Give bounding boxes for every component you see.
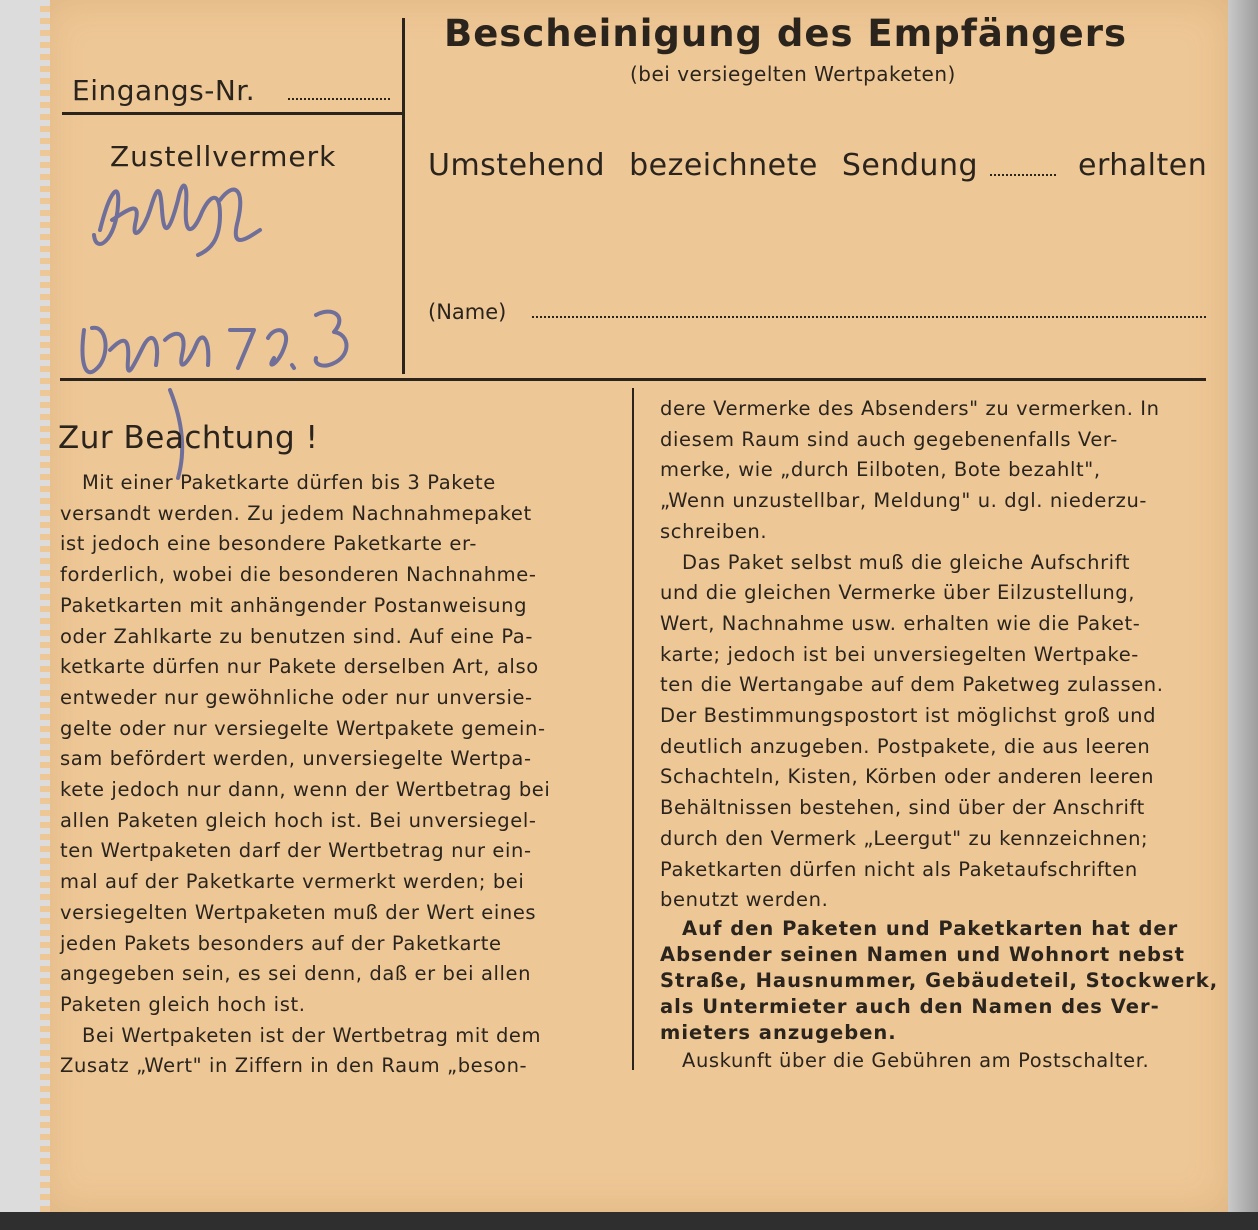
sendung-field bbox=[990, 174, 1056, 176]
notice-bold-line: Straße, Hausnummer, Gebäudeteil, Stockwerk, bbox=[660, 968, 1219, 992]
notice-line: Der Bestimmungspostort ist möglichst groß und bbox=[660, 704, 1157, 728]
scan-edge-bottom bbox=[0, 1212, 1258, 1230]
receipt-statement-start: Umstehend bezeichnete Sendung bbox=[428, 148, 978, 183]
notice-line: merke, wie „durch Eilboten, Bote bezahlt", bbox=[660, 458, 1101, 482]
notice-line: gelte oder nur versiegelte Wertpakete gemein- bbox=[60, 716, 546, 740]
notice-line: Paketkarten mit anhängender Postanweisung bbox=[60, 593, 528, 617]
notice-line: ten Wertpaketen darf der Wertbetrag nur ein- bbox=[60, 839, 532, 863]
name-label: (Name) bbox=[428, 300, 507, 324]
notice-line: ten die Wertangabe auf dem Paketweg zulassen. bbox=[660, 673, 1164, 697]
scan-edge-right bbox=[1228, 0, 1258, 1230]
zustell-label: Zustellvermerk bbox=[110, 140, 337, 173]
recipient-certificate-subtitle: (bei versiegelten Wertpaketen) bbox=[630, 62, 956, 86]
notice-line: Behältnissen bestehen, sind über der Anschrift bbox=[660, 796, 1145, 820]
notice-line: versandt werden. Zu jedem Nachnahmepaket bbox=[60, 501, 532, 525]
notice-footer-line: Auskunft über die Gebühren am Postschalter. bbox=[682, 1048, 1150, 1072]
notice-line: angegeben sein, es sei denn, daß er bei allen bbox=[60, 962, 532, 986]
notice-line: forderlich, wobei die besonderen Nachnahme- bbox=[60, 563, 537, 587]
notice-line: ketkarte dürfen nur Pakete derselben Art, also bbox=[60, 655, 539, 679]
notice-line: „Wenn unzustellbar, Meldung" u. dgl. niederzu- bbox=[660, 489, 1148, 513]
notice-line: dere Vermerke des Absenders" zu vermerken. In bbox=[660, 397, 1160, 420]
notice-bold-line: Absender seinen Namen und Wohnort nebst bbox=[660, 942, 1185, 966]
notice-line: versiegelten Wertpaketen muß der Wert eines bbox=[60, 900, 537, 924]
left-box-top-rule bbox=[62, 112, 402, 115]
notice-line: sam befördert werden, unversiegelte Wertpa- bbox=[60, 747, 532, 771]
notice-line: benutzt werden. bbox=[660, 888, 829, 912]
notice-line: mal auf der Paketkarte vermerkt werden; bei bbox=[60, 870, 525, 894]
eingang-number-field bbox=[288, 98, 390, 100]
notice-line: karte; jedoch ist bei unversiegelten Wertpake- bbox=[660, 642, 1139, 666]
notice-line: schreiben. bbox=[660, 519, 768, 543]
vertical-divider-top bbox=[402, 18, 405, 374]
notice-line: Mit einer Paketkarte dürfen bis 3 Pakete bbox=[82, 471, 496, 494]
notice-bold-line: Auf den Paketen und Paketkarten hat der bbox=[682, 916, 1179, 940]
notice-heading: Zur Beachtung ! bbox=[58, 420, 319, 456]
notice-line: und die gleichen Vermerke über Eilzustellung, bbox=[660, 581, 1136, 605]
notice-line: Bei Wertpaketen ist der Wertbetrag mit dem bbox=[82, 1023, 542, 1047]
notice-line: durch den Vermerk „Leergut" zu kennzeichnen; bbox=[660, 826, 1149, 850]
eingang-label: Eingangs-Nr. bbox=[72, 74, 256, 107]
notice-line: oder Zahlkarte zu benutzen sind. Auf eine Pa- bbox=[60, 624, 533, 648]
notice-line: diesem Raum sind auch gegebenenfalls Ver- bbox=[660, 427, 1118, 451]
notice-line: Paketkarten dürfen nicht als Paketaufschriften bbox=[660, 857, 1138, 881]
notice-line: ist jedoch eine besondere Paketkarte er- bbox=[60, 532, 478, 556]
notice-line: jeden Pakets besonders auf der Paketkarte bbox=[60, 931, 502, 955]
notice-line: deutlich anzugeben. Postpakete, die aus leeren bbox=[660, 734, 1151, 758]
notice-line: kete jedoch nur dann, wenn der Wertbetrag bei bbox=[60, 778, 551, 802]
receipt-statement-end: erhalten bbox=[1078, 148, 1208, 183]
notice-line: Wert, Nachnahme usw. erhalten wie die Paket- bbox=[660, 611, 1141, 635]
notice-bold-line: als Untermieter auch den Namen des Ver- bbox=[660, 994, 1160, 1018]
name-signature-field bbox=[532, 316, 1206, 318]
notice-line: Das Paket selbst muß die gleiche Aufschrift bbox=[682, 550, 1131, 574]
notice-left-column bbox=[60, 468, 608, 1082]
receipt-statement bbox=[428, 148, 978, 183]
vertical-divider-bottom bbox=[632, 388, 634, 1070]
notice-line: entweder nur gewöhnliche oder nur unversie- bbox=[60, 685, 533, 709]
notice-line: allen Paketen gleich hoch ist. Bei unversiegel- bbox=[60, 808, 537, 832]
perforated-edge bbox=[40, 0, 50, 1212]
notice-line: Paketen gleich hoch ist. bbox=[60, 992, 306, 1016]
notice-right-column bbox=[660, 394, 1219, 1077]
notice-line: Schachteln, Kisten, Körben oder anderen leeren bbox=[660, 765, 1155, 789]
notice-line: Zusatz „Wert" in Ziffern in den Raum „beson- bbox=[60, 1054, 528, 1078]
notice-bold-line: mieters anzugeben. bbox=[660, 1020, 897, 1044]
recipient-certificate-title: Bescheinigung des Empfängers bbox=[444, 12, 1127, 55]
